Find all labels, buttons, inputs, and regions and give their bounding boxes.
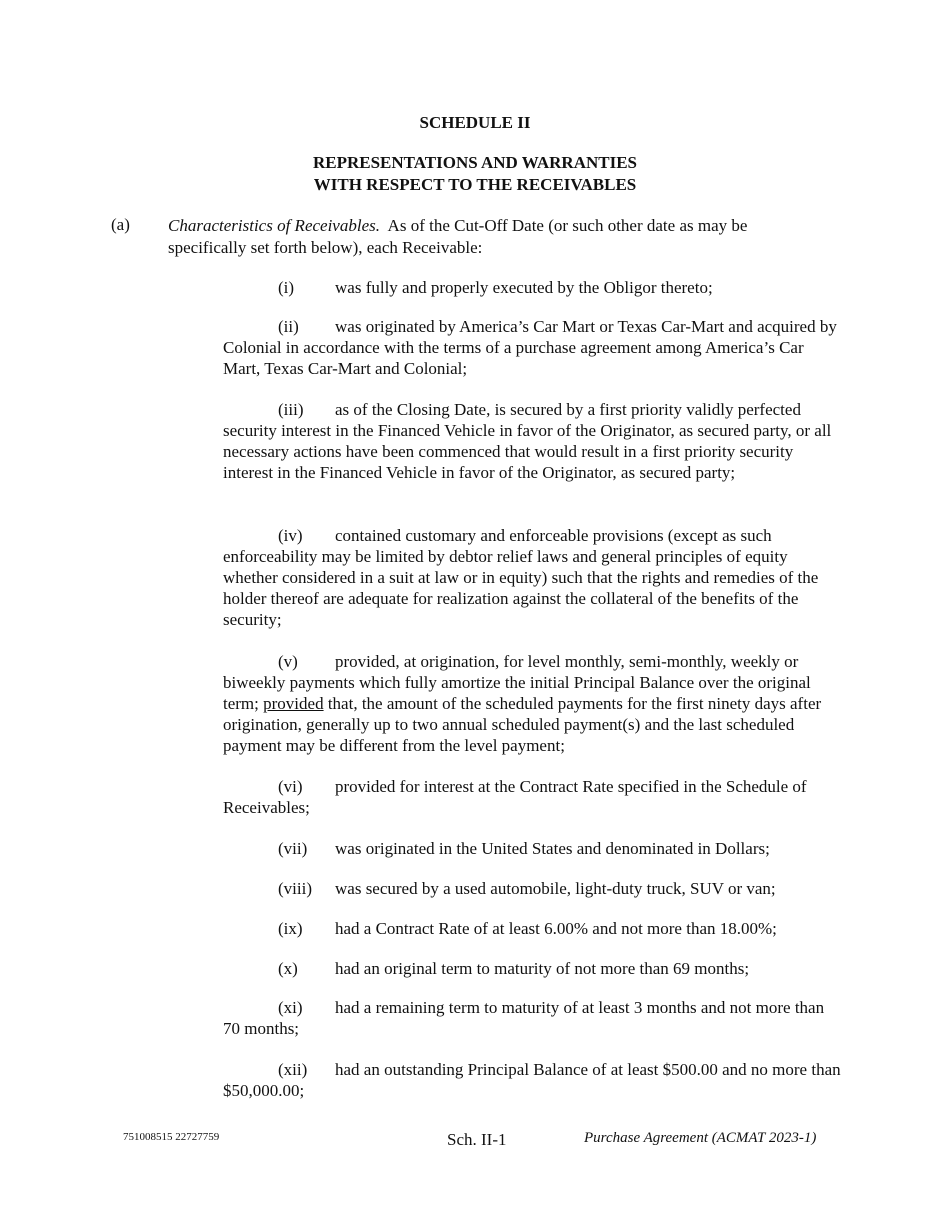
section-a-paragraph [168, 215, 818, 259]
list-item [223, 958, 845, 979]
section-a-heading: Characteristics of Receivables. [168, 216, 380, 235]
item-number: (v) [278, 652, 298, 671]
item-text: had an original term to maturity of not more than 69 months; [335, 959, 750, 978]
list-item [223, 1059, 845, 1101]
item-text: was fully and properly executed by the Obligor thereto; [335, 278, 713, 297]
item-text: was originated by America’s Car Mart or Texas Car-Mart and acquired by Colonial in accordance with the terms of a purchase agreement among America’s Car Mart, Texas Car-Mart and Colonial; [223, 317, 837, 378]
list-item [223, 776, 845, 818]
section-a-label: (a) [111, 215, 130, 234]
item-number: (vi) [278, 777, 303, 796]
list-item [223, 878, 845, 899]
item-number: (iv) [278, 526, 303, 545]
list-item [223, 277, 845, 298]
item-underlined-term: provided [263, 694, 324, 713]
list-item [223, 399, 845, 483]
item-text: as of the Closing Date, is secured by a first priority validly perfected security interest in the Financed Vehicle in favor of the Originator, as secured party, or all necessary actions have been commenced that would result in a first priority security interest in the Financed Vehicle in favor of the Originator, as secured party; [223, 400, 832, 482]
item-text: had a Contract Rate of at least 6.00% and not more than 18.00%; [335, 919, 777, 938]
item-number: (xi) [278, 998, 303, 1017]
heading-line-2: WITH RESPECT TO THE RECEIVABLES [313, 175, 637, 194]
item-text-after: that, the amount of the scheduled payments for the first ninety days after origination, generally up to two annual scheduled payment(s) and the last scheduled payment may be different from the level payment; [223, 694, 822, 755]
item-text: provided for interest at the Contract Rate specified in the Schedule of Receivables; [223, 777, 807, 817]
item-number: (ix) [278, 919, 303, 938]
section-a-text: As of the Cut-Off Date (or such other date as may be specifically set forth below), each Receivable: [168, 216, 748, 257]
heading-line-1: REPRESENTATIONS AND WARRANTIES [312, 153, 638, 172]
item-text: had an outstanding Principal Balance of at least $500.00 and no more than $50,000.00; [223, 1060, 841, 1100]
list-item [223, 838, 845, 859]
list-item [223, 316, 845, 379]
item-text: was secured by a used automobile, light-duty truck, SUV or van; [335, 879, 776, 898]
item-number: (viii) [278, 879, 312, 898]
footer-page-number: Sch. II-1 [447, 1130, 507, 1149]
item-number: (xii) [278, 1060, 308, 1079]
item-text: had a remaining term to maturity of at least 3 months and not more than 70 months; [223, 998, 825, 1038]
item-number: (i) [278, 278, 295, 297]
item-number: (iii) [278, 400, 304, 419]
footer-doc-id: 751008515 22727759 [123, 1131, 220, 1143]
item-text: was originated in the United States and denominated in Dollars; [335, 839, 770, 858]
item-text: contained customary and enforceable provisions (except as such enforceability may be limited by debtor relief laws and general principles of equity whether considered in a suit at law or in equity) such that the rights and remedies of the holder thereof are adequate for realization against the collateral of the benefits of the security; [223, 526, 819, 629]
list-item [223, 651, 845, 756]
item-number: (vii) [278, 839, 308, 858]
schedule-title: SCHEDULE II [419, 113, 531, 132]
list-item [223, 918, 845, 939]
list-item [223, 997, 845, 1039]
list-item [223, 525, 845, 630]
footer-agreement-title: Purchase Agreement (ACMAT 2023-1) [584, 1130, 817, 1146]
item-number: (x) [278, 959, 298, 978]
item-text-before: provided, at origination, for level monthly, semi-monthly, weekly or biweekly payments which fully amortize the initial Principal Balance over the original term; [223, 652, 811, 713]
item-number: (ii) [278, 317, 299, 336]
